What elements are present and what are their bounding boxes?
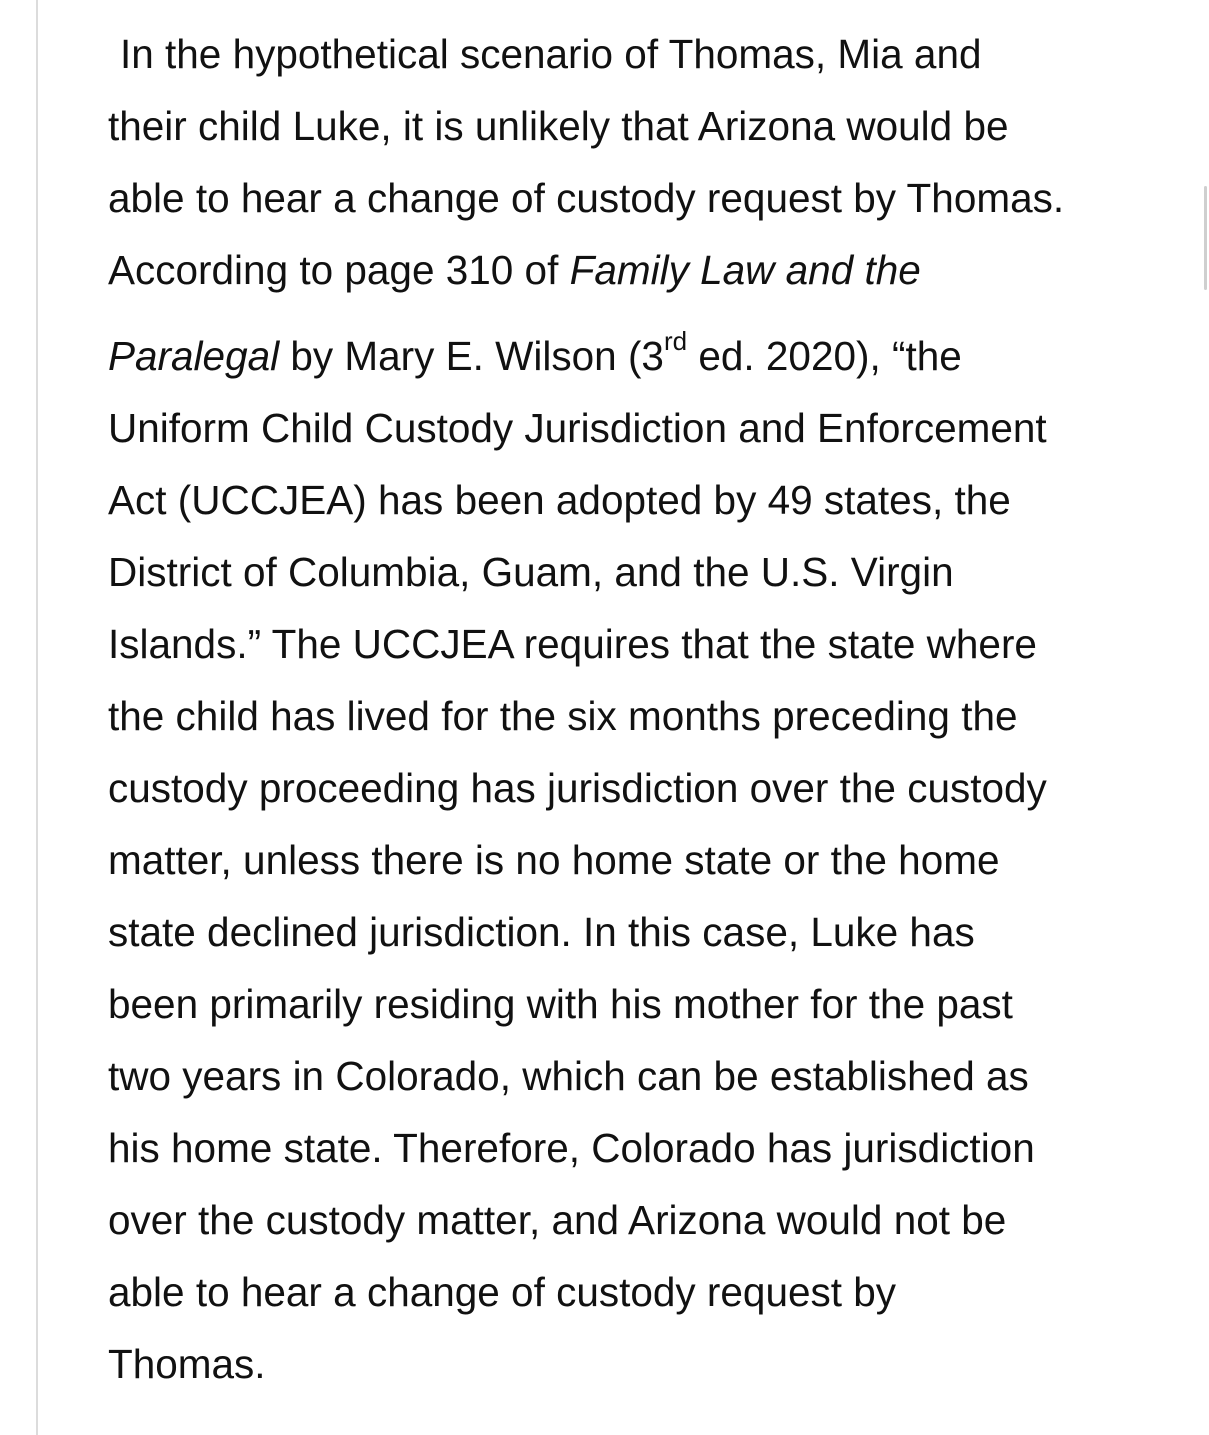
- citation-author: by Mary E. Wilson (3: [279, 333, 664, 379]
- citation-edition: ed. 2020), “the: [687, 333, 962, 379]
- text-line-9: Islands.” The UCCJEA requires that the state where: [108, 621, 1037, 667]
- text-line-13: state declined jurisdiction. In this case, Luke has: [108, 909, 975, 955]
- text-line-3: able to hear a change of custody request by Thomas.: [108, 175, 1065, 221]
- text-line-6: Uniform Child Custody Jurisdiction and Enforcement: [108, 405, 1047, 451]
- scroll-indicator[interactable]: [1204, 186, 1207, 290]
- text-line-19: Thomas.: [108, 1341, 266, 1387]
- text-line-5: [108, 320, 962, 392]
- text-line-8: District of Columbia, Guam, and the U.S. Virgin: [108, 549, 954, 595]
- text-line-11: custody proceeding has jurisdiction over the custody: [108, 765, 1047, 811]
- page-left-border: [36, 0, 38, 1435]
- text-line-1: In the hypothetical scenario of Thomas, Mia and: [120, 31, 982, 77]
- text-line-4-start: According to page 310 of: [108, 247, 570, 293]
- text-line-10: the child has lived for the six months preceding the: [108, 693, 1018, 739]
- text-line-14: been primarily residing with his mother for the past: [108, 981, 1013, 1027]
- ordinal-superscript: rd: [663, 325, 688, 356]
- text-line-15: two years in Colorado, which can be established as: [108, 1053, 1029, 1099]
- text-line-16: his home state. Therefore, Colorado has jurisdiction: [108, 1125, 1035, 1171]
- text-line-12: matter, unless there is no home state or the home: [108, 837, 1000, 883]
- text-line-7: Act (UCCJEA) has been adopted by 49 states, the: [108, 477, 1011, 523]
- book-title-part-2: Paralegal: [108, 333, 280, 379]
- text-line-17: over the custody matter, and Arizona would not be: [108, 1197, 1007, 1243]
- text-line-18: able to hear a change of custody request by: [108, 1269, 897, 1315]
- text-line-2: their child Luke, it is unlikely that Arizona would be: [108, 103, 1009, 149]
- text-line-4: [108, 234, 921, 306]
- book-title-part-1: Family Law and the: [569, 247, 921, 293]
